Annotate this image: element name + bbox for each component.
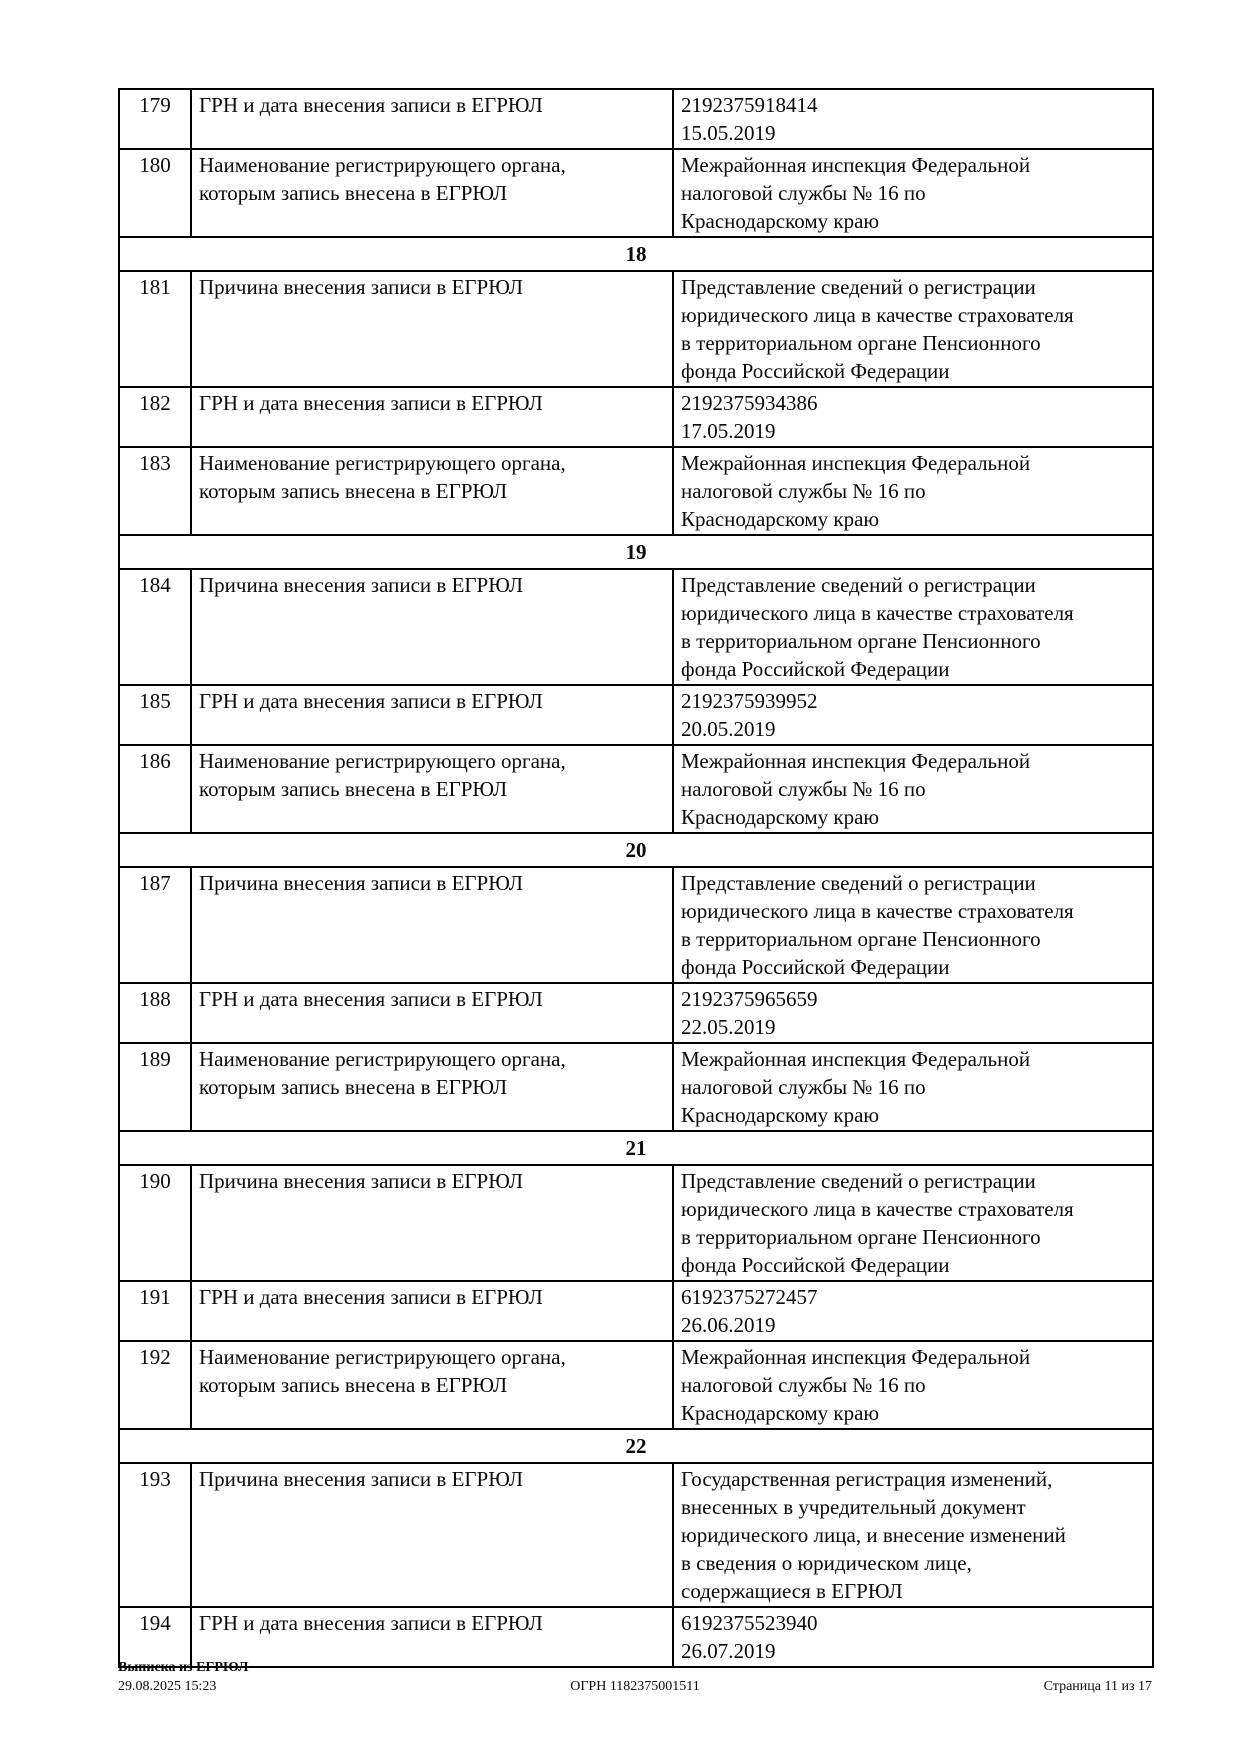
section-header-row (119, 1131, 1153, 1165)
row-value-cell (673, 1607, 1153, 1667)
value-line: налоговой службы № 16 по (681, 1373, 926, 1397)
table-row (119, 1043, 1153, 1131)
table-row (119, 1607, 1153, 1667)
row-label-cell (191, 983, 673, 1043)
table-row (119, 387, 1153, 447)
table-row (119, 569, 1153, 685)
table-row (119, 983, 1153, 1043)
value-line: Межрайонная инспекция Федеральной (681, 749, 1031, 773)
label-line: которым запись внесена в ЕГРЮЛ (199, 479, 508, 503)
egrul-table-body (119, 89, 1153, 1667)
row-number-cell: 187 (119, 867, 191, 983)
value-line: Краснодарскому краю (681, 1401, 880, 1425)
label-line: ГРН и дата внесения записи в ЕГРЮЛ (199, 93, 543, 117)
label-line: Наименование регистрирующего органа, (199, 451, 566, 475)
section-number: 19 (119, 535, 1153, 569)
label-line: Причина внесения записи в ЕГРЮЛ (199, 1467, 524, 1491)
value-line: в территориальном органе Пенсионного (681, 629, 1041, 653)
table-row (119, 1463, 1153, 1607)
value-line: налоговой службы № 16 по (681, 777, 926, 801)
value-line: налоговой службы № 16 по (681, 181, 926, 205)
table-row (119, 89, 1153, 149)
value-line: налоговой службы № 16 по (681, 1075, 926, 1099)
row-number-cell: 182 (119, 387, 191, 447)
value-line: Краснодарскому краю (681, 209, 880, 233)
row-label-cell (191, 447, 673, 535)
footer-doc-title: Выписка из ЕГРЮЛ (118, 1660, 249, 1675)
label-line: ГРН и дата внесения записи в ЕГРЮЛ (199, 391, 543, 415)
row-number-cell: 192 (119, 1341, 191, 1429)
label-line: Причина внесения записи в ЕГРЮЛ (199, 573, 524, 597)
label-line: Причина внесения записи в ЕГРЮЛ (199, 871, 524, 895)
table-row (119, 1165, 1153, 1281)
row-value-cell (673, 1463, 1153, 1607)
row-label-cell (191, 1165, 673, 1281)
value-line: 26.07.2019 (681, 1639, 776, 1663)
row-label-cell (191, 569, 673, 685)
value-line: фонда Российской Федерации (681, 955, 950, 979)
value-line: юридического лица в качестве страхователя (681, 1197, 1074, 1221)
value-line: 2192375918414 (681, 93, 818, 117)
row-label-cell (191, 1341, 673, 1429)
label-line: Причина внесения записи в ЕГРЮЛ (199, 275, 524, 299)
table-row (119, 1281, 1153, 1341)
row-number-cell: 190 (119, 1165, 191, 1281)
row-number-cell: 184 (119, 569, 191, 685)
value-line: фонда Российской Федерации (681, 359, 950, 383)
label-line: ГРН и дата внесения записи в ЕГРЮЛ (199, 689, 543, 713)
row-number-cell: 185 (119, 685, 191, 745)
row-number-cell: 180 (119, 149, 191, 237)
table-row (119, 685, 1153, 745)
row-number-cell: 181 (119, 271, 191, 387)
label-line: которым запись внесена в ЕГРЮЛ (199, 1373, 508, 1397)
row-value-cell (673, 149, 1153, 237)
row-value-cell (673, 1165, 1153, 1281)
value-line: внесенных в учредительный документ (681, 1495, 1026, 1519)
row-number-cell: 188 (119, 983, 191, 1043)
row-label-cell (191, 89, 673, 149)
row-value-cell (673, 867, 1153, 983)
row-label-cell (191, 387, 673, 447)
table-row (119, 149, 1153, 237)
value-line: Межрайонная инспекция Федеральной (681, 1047, 1031, 1071)
value-line: в сведения о юридическом лице, (681, 1551, 972, 1575)
value-line: 2192375965659 (681, 987, 818, 1011)
section-number: 21 (119, 1131, 1153, 1165)
value-line: 15.05.2019 (681, 121, 776, 145)
row-label-cell (191, 1607, 673, 1667)
value-line: юридического лица в качестве страхователя (681, 303, 1074, 327)
section-number: 20 (119, 833, 1153, 867)
value-line: юридического лица в качестве страхователя (681, 899, 1074, 923)
section-header-row (119, 237, 1153, 271)
footer-datetime: 29.08.2025 15:23 (118, 1679, 217, 1694)
value-line: фонда Российской Федерации (681, 1253, 950, 1277)
label-line: ГРН и дата внесения записи в ЕГРЮЛ (199, 987, 543, 1011)
value-line: 20.05.2019 (681, 717, 776, 741)
value-line: Представление сведений о регистрации (681, 275, 1036, 299)
footer-page-number: Страница 11 из 17 (1043, 1679, 1152, 1694)
value-line: в территориальном органе Пенсионного (681, 1225, 1041, 1249)
value-line: 6192375272457 (681, 1285, 818, 1309)
footer-ogrn: ОГРН 1182375001511 (570, 1679, 700, 1694)
row-number-cell: 183 (119, 447, 191, 535)
row-number-cell: 191 (119, 1281, 191, 1341)
value-line: 2192375934386 (681, 391, 818, 415)
value-line: налоговой службы № 16 по (681, 479, 926, 503)
value-line: 26.06.2019 (681, 1313, 776, 1337)
row-value-cell (673, 1341, 1153, 1429)
section-header-row (119, 1429, 1153, 1463)
section-header-row (119, 833, 1153, 867)
value-line: фонда Российской Федерации (681, 657, 950, 681)
row-label-cell (191, 685, 673, 745)
value-line: 2192375939952 (681, 689, 818, 713)
row-label-cell (191, 149, 673, 237)
label-line: которым запись внесена в ЕГРЮЛ (199, 777, 508, 801)
row-label-cell (191, 867, 673, 983)
value-line: Краснодарскому краю (681, 1103, 880, 1127)
value-line: 17.05.2019 (681, 419, 776, 443)
row-value-cell (673, 983, 1153, 1043)
value-line: Межрайонная инспекция Федеральной (681, 451, 1031, 475)
value-line: 6192375523940 (681, 1611, 818, 1635)
row-label-cell (191, 745, 673, 833)
table-row (119, 447, 1153, 535)
section-number: 18 (119, 237, 1153, 271)
row-label-cell (191, 1463, 673, 1607)
row-number-cell: 186 (119, 745, 191, 833)
value-line: 22.05.2019 (681, 1015, 776, 1039)
section-number: 22 (119, 1429, 1153, 1463)
value-line: Межрайонная инспекция Федеральной (681, 153, 1031, 177)
value-line: юридического лица, и внесение изменений (681, 1523, 1066, 1547)
section-header-row (119, 535, 1153, 569)
table-row (119, 1341, 1153, 1429)
label-line: Наименование регистрирующего органа, (199, 1047, 566, 1071)
row-label-cell (191, 1043, 673, 1131)
value-line: Краснодарскому краю (681, 805, 880, 829)
table-row (119, 867, 1153, 983)
label-line: которым запись внесена в ЕГРЮЛ (199, 181, 508, 205)
row-number-cell: 189 (119, 1043, 191, 1131)
value-line: содержащиеся в ЕГРЮЛ (681, 1579, 903, 1603)
row-label-cell (191, 1281, 673, 1341)
value-line: Представление сведений о регистрации (681, 573, 1036, 597)
value-line: Краснодарскому краю (681, 507, 880, 531)
label-line: ГРН и дата внесения записи в ЕГРЮЛ (199, 1611, 543, 1635)
table-row (119, 745, 1153, 833)
row-value-cell (673, 447, 1153, 535)
row-number-cell: 179 (119, 89, 191, 149)
row-value-cell (673, 1043, 1153, 1131)
row-value-cell (673, 685, 1153, 745)
row-number-cell: 194 (119, 1607, 191, 1667)
value-line: юридического лица в качестве страхователя (681, 601, 1074, 625)
row-value-cell (673, 745, 1153, 833)
value-line: Представление сведений о регистрации (681, 1169, 1036, 1193)
value-line: Государственная регистрация изменений, (681, 1467, 1053, 1491)
row-label-cell (191, 271, 673, 387)
label-line: Наименование регистрирующего органа, (199, 1345, 566, 1369)
row-value-cell (673, 89, 1153, 149)
value-line: Представление сведений о регистрации (681, 871, 1036, 895)
table-row (119, 271, 1153, 387)
egrul-records-table (118, 88, 1154, 1668)
label-line: Наименование регистрирующего органа, (199, 749, 566, 773)
row-number-cell: 193 (119, 1463, 191, 1607)
value-line: в территориальном органе Пенсионного (681, 331, 1041, 355)
row-value-cell (673, 569, 1153, 685)
row-value-cell (673, 271, 1153, 387)
value-line: Межрайонная инспекция Федеральной (681, 1345, 1031, 1369)
label-line: которым запись внесена в ЕГРЮЛ (199, 1075, 508, 1099)
value-line: в территориальном органе Пенсионного (681, 927, 1041, 951)
label-line: Причина внесения записи в ЕГРЮЛ (199, 1169, 524, 1193)
label-line: Наименование регистрирующего органа, (199, 153, 566, 177)
row-value-cell (673, 1281, 1153, 1341)
label-line: ГРН и дата внесения записи в ЕГРЮЛ (199, 1285, 543, 1309)
row-value-cell (673, 387, 1153, 447)
